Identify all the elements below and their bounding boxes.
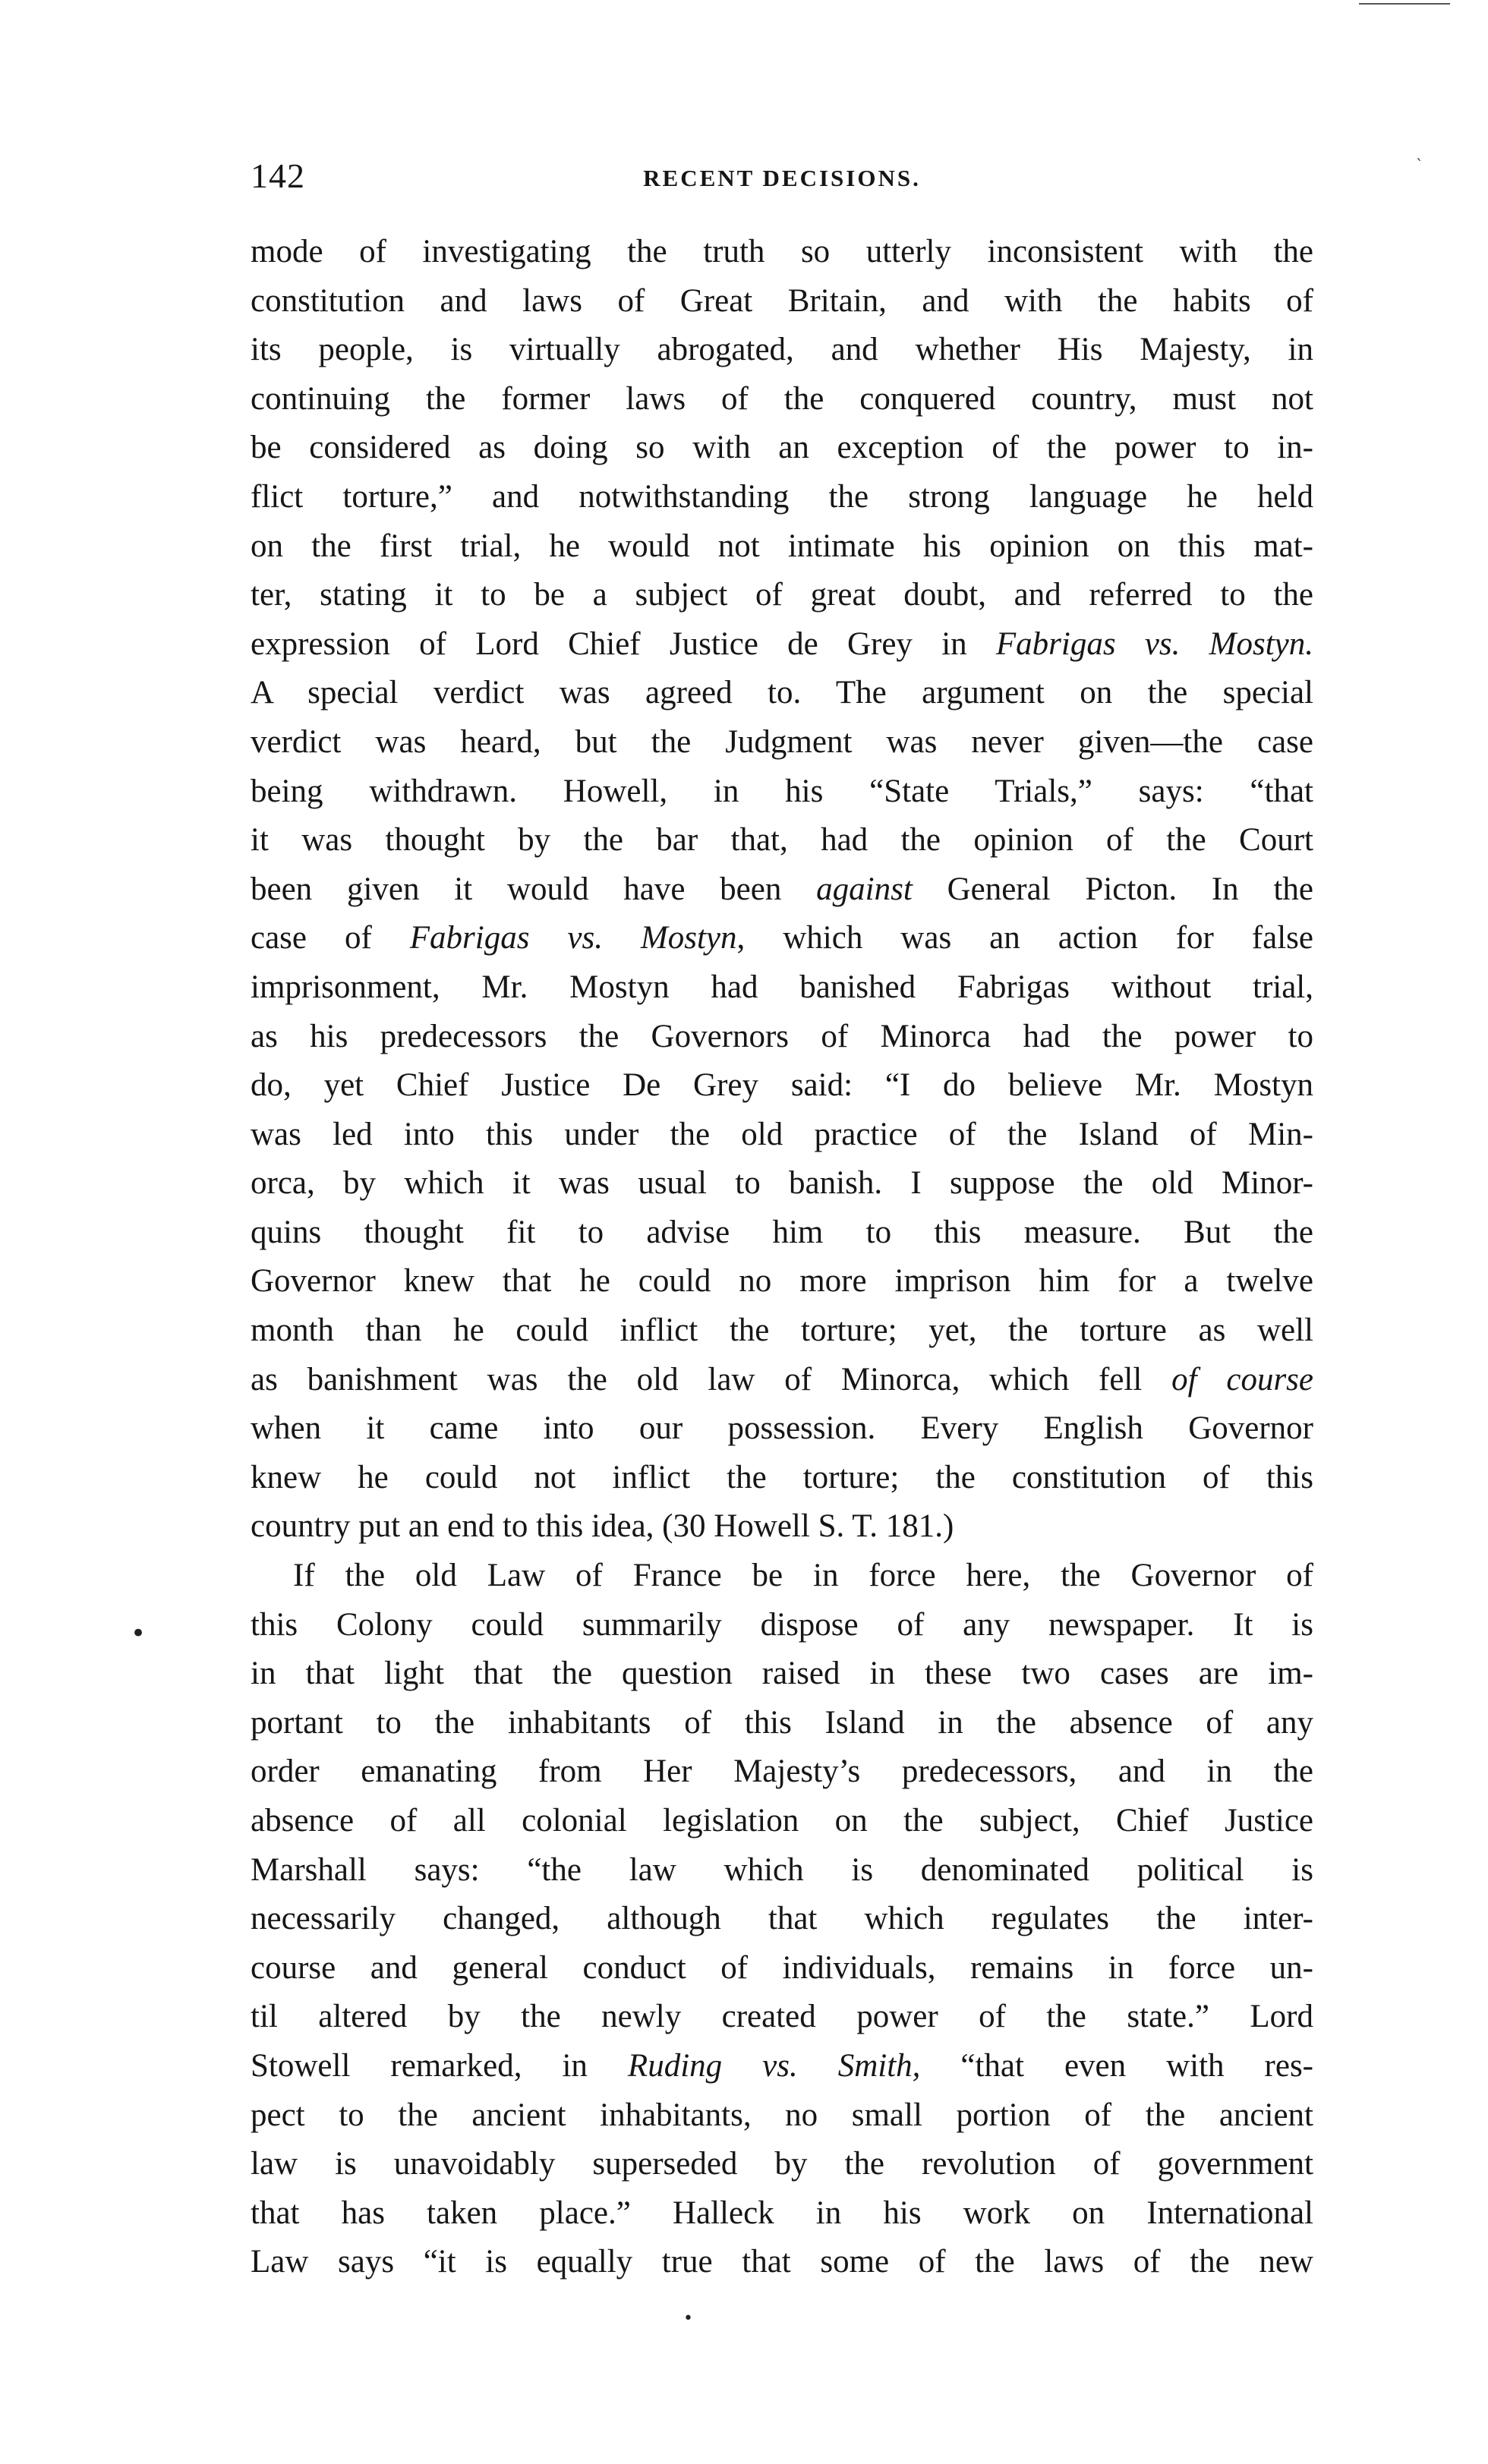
text-run: on the first trial, he would not intimate his opinion on this mat-	[251, 528, 1313, 564]
text-run: when it came into our possession. Every English Governor	[251, 1410, 1313, 1447]
text-line	[251, 1404, 1313, 1454]
text-line	[251, 2238, 1313, 2287]
text-line	[251, 1895, 1313, 1944]
text-run: portant to the inhabitants of this Island in the absence of any	[251, 1704, 1313, 1741]
text-run: do, yet Chief Justice De Grey said: “I do believe Mr. Mostyn	[251, 1067, 1313, 1104]
italic-text-run: of course	[1171, 1361, 1313, 1397]
text-line	[251, 963, 1313, 1013]
text-line	[251, 326, 1313, 375]
text-run: imprisonment, Mr. Mostyn had banished Fabrigas without trial,	[251, 969, 1313, 1005]
text-line	[251, 277, 1313, 326]
text-run: was led into this under the old practice of the Island of Min-	[251, 1116, 1313, 1152]
text-run: country put an end to this idea, (30 Howell S. T. 181.)	[251, 1508, 954, 1545]
text-run: as banishment was the old law of Minorca, which fell	[251, 1361, 1172, 1397]
bottom-dot-mark: •	[683, 2309, 693, 2328]
text-run: continuing the former laws of the conquered country, must not	[251, 380, 1313, 417]
text-run: order emanating from Her Majesty’s predecessors, and in the	[251, 1753, 1313, 1790]
text-line	[251, 767, 1313, 817]
text-line	[251, 1306, 1313, 1356]
text-run: constitution and laws of Great Britain, and with the habits of	[251, 282, 1313, 319]
text-line	[251, 1944, 1313, 1993]
text-line	[251, 1502, 1313, 1552]
text-run: flict torture,” and notwithstanding the strong language he held	[251, 478, 1313, 515]
text-run: been given it would have been	[251, 871, 817, 907]
text-run: course and general conduct of individuals, remains in force un-	[251, 1949, 1313, 1986]
text-line	[251, 1356, 1313, 1405]
text-line	[251, 1013, 1313, 1062]
running-head: RECENT DECISIONS.	[643, 165, 921, 191]
text-run: verdict was heard, but the Judgment was never given—the case	[251, 723, 1313, 760]
text-run: pect to the ancient inhabitants, no small portion of the ancient	[251, 2097, 1313, 2133]
text-run: it was thought by the bar that, had the opinion of the Court	[251, 822, 1313, 859]
margin-bullet-mark: •	[131, 1618, 147, 1649]
text-line	[251, 1111, 1313, 1160]
page-number: 142	[251, 156, 305, 195]
text-line	[251, 2189, 1313, 2239]
scan-artifact-tick: ˋ	[1416, 156, 1423, 174]
text-line	[251, 1454, 1313, 1503]
text-line	[251, 620, 1313, 670]
italic-text-run: against	[816, 871, 913, 907]
text-line	[251, 1846, 1313, 1895]
text-run: absence of all colonial legislation on the subject, Chief Justice	[251, 1803, 1313, 1839]
text-run: A special verdict was agreed to. The argument on the special	[251, 675, 1313, 711]
text-run: quins thought fit to advise him to this measure. But the	[251, 1214, 1313, 1250]
text-line	[251, 816, 1313, 865]
text-run: Stowell remarked, in	[251, 2047, 628, 2084]
text-line	[251, 1208, 1313, 1258]
text-line	[251, 2140, 1313, 2189]
text-run: that has taken place.” Halleck in his work on International	[251, 2195, 1313, 2231]
text-line	[251, 1993, 1313, 2042]
text-run: as his predecessors the Governors of Minorca had the power to	[251, 1018, 1313, 1054]
text-run: law is unavoidably superseded by the revolution of government	[251, 2146, 1313, 2182]
text-run: til altered by the newly created power of the state.” Lord	[251, 1999, 1313, 2035]
text-run: orca, by which it was usual to banish. I suppose the old Minor-	[251, 1165, 1313, 1202]
text-run: mode of investigating the truth so utterly inconsistent with the	[251, 234, 1313, 269]
page-header	[251, 156, 1313, 201]
text-run: Marshall says: “the law which is denominated political is	[251, 1851, 1313, 1888]
text-line	[251, 473, 1313, 522]
text-line	[251, 1747, 1313, 1797]
text-line	[251, 375, 1313, 424]
text-run: Governor knew that he could no more imprison him for a twelve	[251, 1263, 1313, 1300]
text-run: this Colony could summarily dispose of any newspaper. It is	[251, 1606, 1313, 1643]
text-run: “that even with res-	[920, 2047, 1314, 2084]
paragraph	[251, 1552, 1313, 2287]
text-run: If the old Law of France be in force here, the Governor of	[293, 1558, 1313, 1594]
text-run: its people, is virtually abrogated, and whether His Majesty, in	[251, 332, 1313, 368]
text-line	[251, 2042, 1313, 2091]
text-run: ter, stating it to be a subject of great doubt, and referred to the	[251, 577, 1313, 613]
text-run: case of	[251, 920, 410, 956]
italic-text-run: Fabrigas vs. Mostyn.	[995, 625, 1313, 662]
text-line	[251, 1699, 1313, 1748]
text-run: Law says “it is equally true that some of the laws of the new	[251, 2244, 1313, 2280]
text-line	[251, 424, 1313, 473]
paragraph	[251, 228, 1313, 1552]
text-run: expression of Lord Chief Justice de Grey in	[251, 625, 996, 662]
text-run: necessarily changed, although that which regulates the inter-	[251, 1901, 1313, 1937]
text-line	[251, 718, 1313, 767]
text-run: being withdrawn. Howell, in his “State Trials,” says: “that	[251, 773, 1313, 809]
text-line	[251, 1601, 1313, 1650]
scan-artifact-rule	[1359, 3, 1450, 5]
text-line	[251, 1552, 1313, 1601]
text-line	[251, 1649, 1313, 1699]
text-line	[251, 914, 1313, 963]
text-run: , which was an action for false	[736, 920, 1314, 956]
text-line	[251, 865, 1313, 915]
text-line	[251, 1159, 1313, 1208]
text-run: month than he could inflict the torture; yet, the torture as well	[251, 1312, 1313, 1349]
text-line	[251, 669, 1313, 718]
body-text	[251, 228, 1313, 2287]
text-line	[251, 1061, 1313, 1111]
text-line	[251, 228, 1313, 277]
italic-text-run: Fabrigas vs. Mostyn	[409, 920, 737, 956]
text-line	[251, 1257, 1313, 1306]
text-run: knew he could not inflict the torture; the constitution of this	[251, 1459, 1313, 1495]
text-line	[251, 1797, 1313, 1846]
text-run: be considered as doing so with an exception of the power to in-	[251, 430, 1313, 466]
text-line	[251, 2091, 1313, 2141]
text-run: General Picton. In the	[912, 871, 1313, 907]
text-line	[251, 571, 1313, 620]
italic-text-run: Ruding vs. Smith,	[627, 2047, 921, 2084]
text-run: in that light that the question raised in these two cases are im-	[251, 1656, 1313, 1692]
text-line	[251, 522, 1313, 572]
